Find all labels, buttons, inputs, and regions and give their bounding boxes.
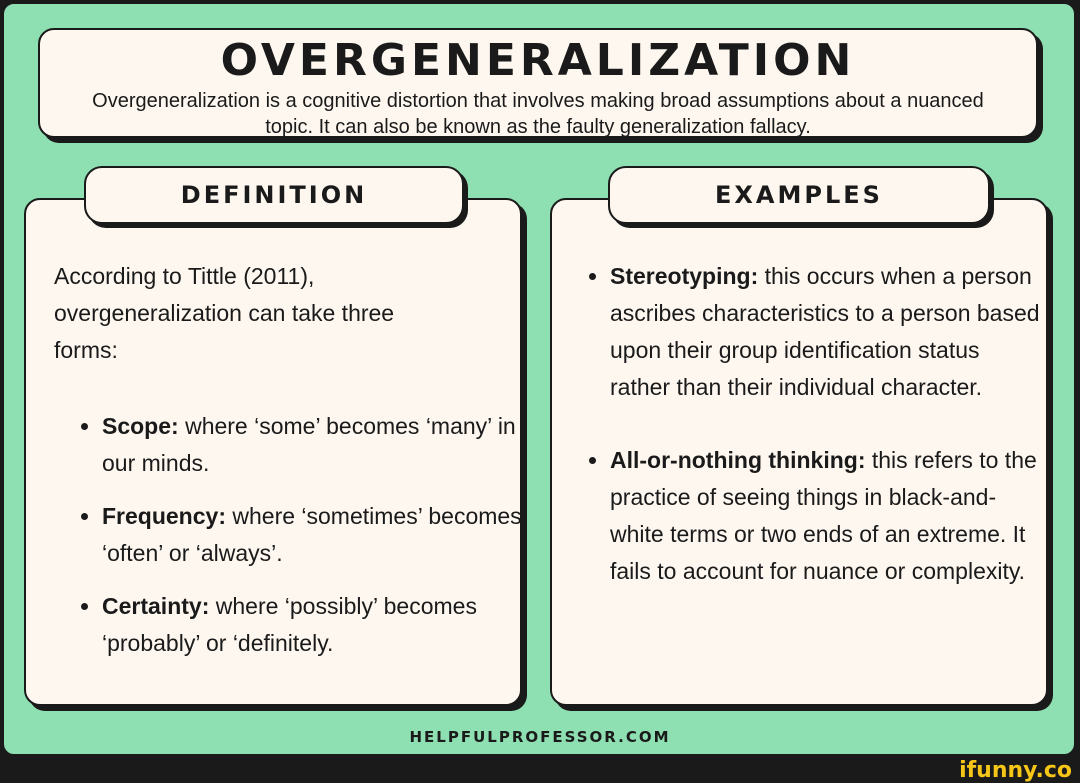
- examples-heading: EXAMPLES: [608, 166, 990, 224]
- intro-text: Overgeneralization is a cognitive distortion that involves making broad assumptions about a nuanced topic. It can also be known as the faulty generalization fallacy.: [92, 90, 984, 138]
- form-term: Scope:: [102, 413, 179, 439]
- list-item: [610, 258, 1040, 406]
- site-url: HELPFULPROFESSOR.COM: [409, 728, 671, 746]
- example-text: this refers to the practice of seeing things in black-and-white terms or two ends of an extreme. It fails to account for nuance or complexity.: [610, 447, 1037, 584]
- form-term: Frequency:: [102, 503, 226, 529]
- example-term: Stereotyping:: [610, 263, 759, 289]
- list-item: [610, 442, 1040, 590]
- watermark-logo: ifunny.co: [959, 758, 1072, 783]
- examples-panel: [550, 198, 1048, 706]
- definition-intro: According to Tittle (2011), overgeneralization can take three forms:: [54, 263, 395, 363]
- example-term: All-or-nothing thinking:: [610, 447, 866, 473]
- list-item: [102, 588, 542, 662]
- examples-list: [580, 258, 1040, 626]
- header-card: [38, 28, 1038, 138]
- list-item: [102, 498, 542, 572]
- definition-heading: DEFINITION: [84, 166, 464, 224]
- definition-panel: [24, 198, 522, 706]
- page-title: OVERGENERALIZATION: [220, 35, 856, 86]
- forms-list: [50, 408, 542, 678]
- form-term: Certainty:: [102, 593, 210, 619]
- form-text: where ‘possibly’ becomes ‘probably’ or ‘definitely.: [102, 593, 477, 656]
- list-item: [102, 408, 542, 482]
- form-text: where ‘some’ becomes ‘many’ in our minds.: [102, 413, 516, 476]
- form-text: where ‘sometimes’ becomes ‘often’ or ‘always’.: [102, 503, 522, 566]
- example-text: this occurs when a person ascribes characteristics to a person based upon their group identification status rather than their individual character.: [610, 263, 1040, 400]
